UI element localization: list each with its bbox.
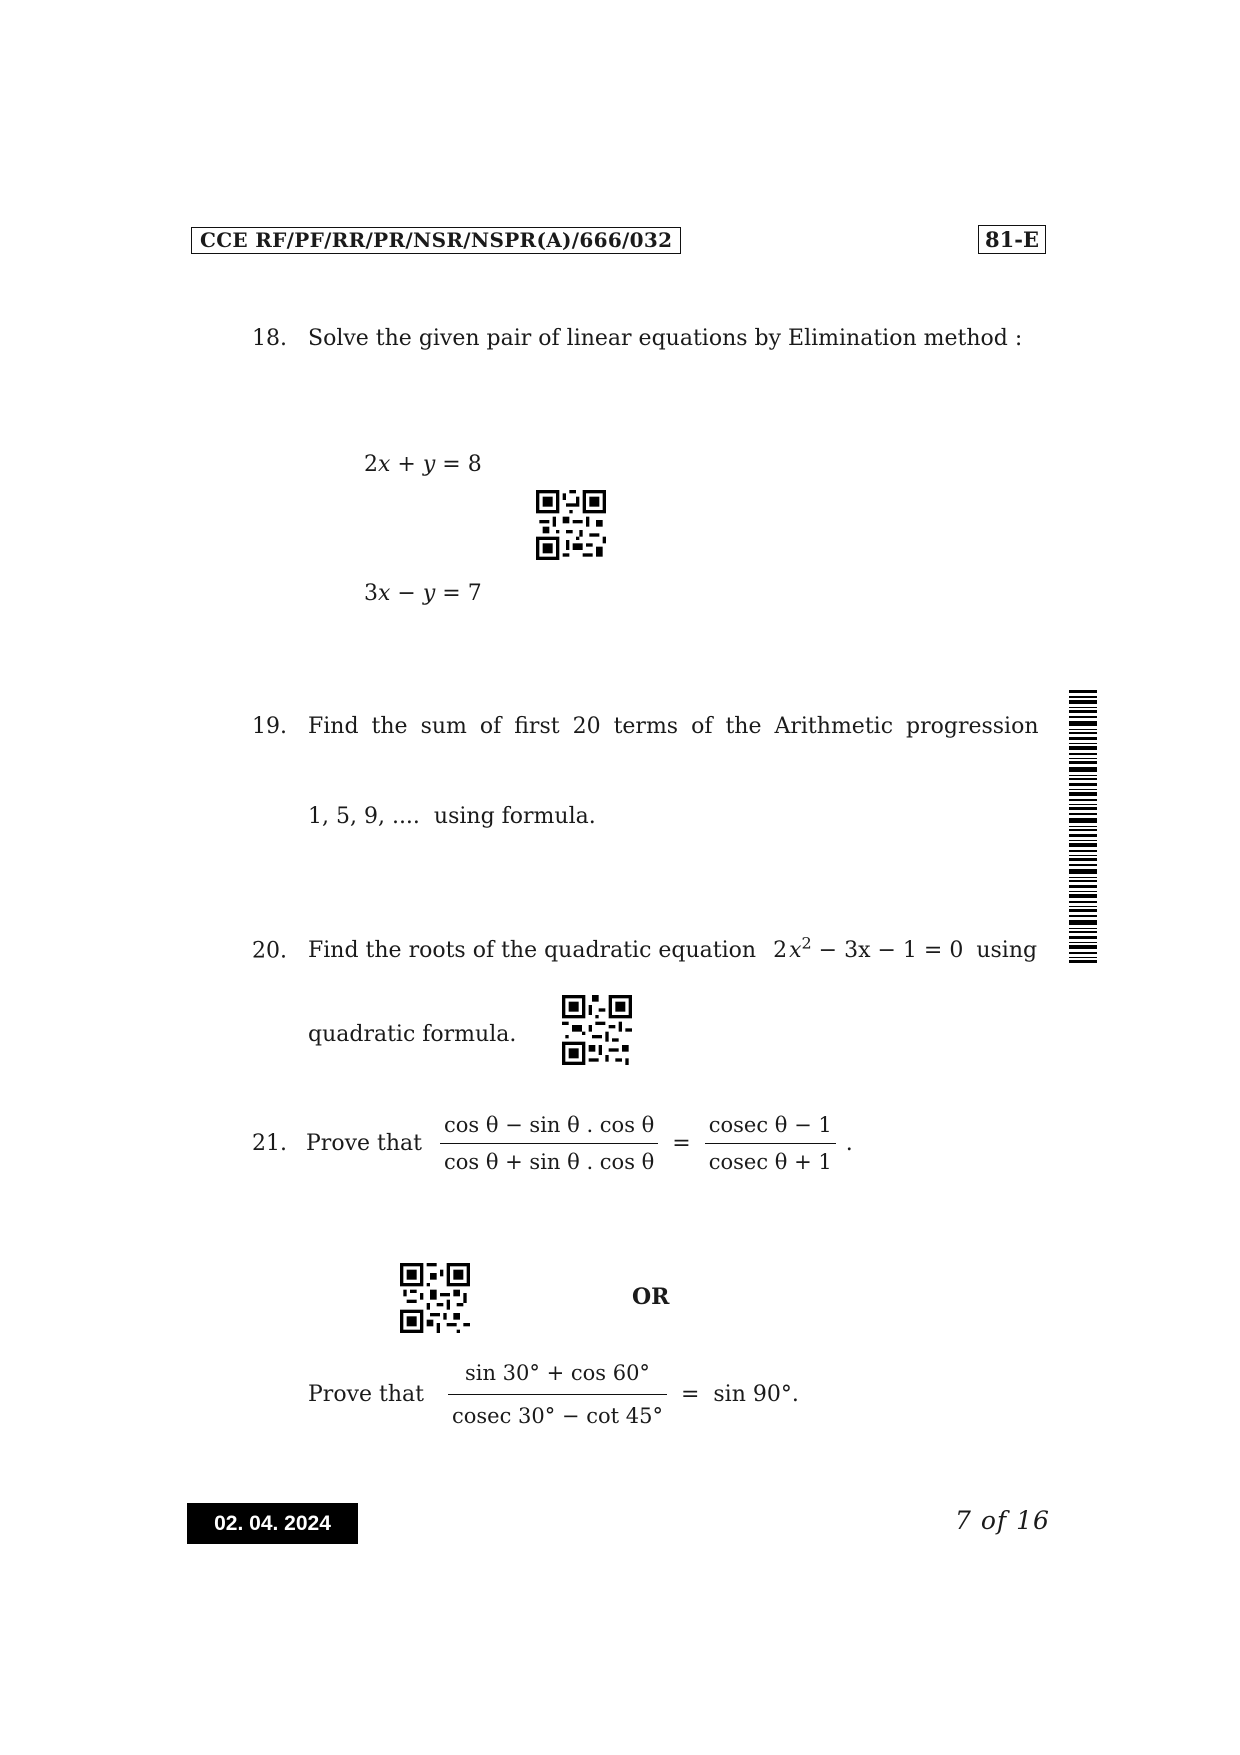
rhs-numerator: cosec θ − 1 xyxy=(708,1113,832,1137)
eq2-var-y: y xyxy=(422,581,436,606)
alt-numerator: sin 30° + cos 60° xyxy=(464,1361,650,1385)
lhs-denominator: cos θ + sin θ . cos θ xyxy=(440,1143,658,1177)
eq-var: x xyxy=(789,938,802,964)
alt-fraction xyxy=(448,1358,667,1431)
question-19 xyxy=(252,712,1052,742)
question-text: Solve the given pair of linear equations by Elimination method : xyxy=(308,326,1023,351)
period: . xyxy=(845,1130,853,1156)
equals-sign: = xyxy=(672,1130,691,1156)
eq1-op: + xyxy=(390,452,423,477)
eq2-coef: 3 xyxy=(364,581,378,606)
lhs-numerator: cos θ − sin θ . cos θ xyxy=(443,1113,655,1137)
eq2-rhs: 7 xyxy=(467,581,482,606)
question-text: Find the roots of the quadratic equation xyxy=(308,938,757,964)
question-19-line2: 1, 5, 9, .... using formula. xyxy=(308,804,596,829)
exam-date: 02. 04. 2024 xyxy=(187,1503,358,1544)
or-label: OR xyxy=(632,1284,670,1310)
eq1-coef: 2 xyxy=(364,452,378,477)
eq2-var-x: x xyxy=(378,581,391,606)
alt-denominator: cosec 30° − cot 45° xyxy=(448,1394,667,1431)
barcode-icon xyxy=(1069,690,1097,965)
eq2-op: − xyxy=(390,581,423,606)
eq1-var-y: y xyxy=(422,452,436,477)
eq1-rhs: 8 xyxy=(467,452,482,477)
quadratic-equation xyxy=(773,934,964,964)
set-code: 81-E xyxy=(978,225,1046,254)
qr-code-icon xyxy=(562,995,632,1065)
qr-code-icon xyxy=(536,490,606,560)
rhs-fraction xyxy=(705,1110,836,1177)
question-21-alternative xyxy=(308,1358,799,1431)
eq-exponent: 2 xyxy=(801,934,812,953)
alt-prove-that: Prove that xyxy=(308,1381,424,1407)
eq1-equals: = xyxy=(435,452,468,477)
eq-rest: − 3x − 1 = 0 xyxy=(811,938,964,964)
eq1-var-x: x xyxy=(378,452,391,477)
paper-code: CCE RF/PF/RR/PR/NSR/NSPR(A)/666/032 xyxy=(191,227,681,254)
alt-rhs: sin 90°. xyxy=(713,1381,799,1407)
question-number: 19. xyxy=(252,714,287,739)
question-20-line2: quadratic formula. xyxy=(308,1022,517,1047)
question-text-line1: Find the sum of first 20 terms of the Arithmetic progression xyxy=(308,714,1039,739)
eq2-equals: = xyxy=(435,581,468,606)
question-number: 18. xyxy=(252,326,287,351)
rhs-denominator: cosec θ + 1 xyxy=(705,1143,836,1177)
eq-coef: 2 xyxy=(773,938,788,964)
lhs-fraction xyxy=(440,1110,658,1177)
qr-code-icon xyxy=(400,1263,470,1333)
question-21 xyxy=(252,1110,853,1177)
question-20 xyxy=(252,929,1037,966)
question-text-after: using xyxy=(976,938,1038,964)
page-number: 7 of 16 xyxy=(955,1506,1050,1535)
equation-1 xyxy=(364,452,482,477)
question-number: 21. xyxy=(252,1130,287,1156)
alt-equals-sign: = xyxy=(680,1381,700,1407)
question-number: 20. xyxy=(252,938,287,964)
prove-that: Prove that xyxy=(306,1130,422,1156)
equation-2 xyxy=(364,581,482,606)
question-18 xyxy=(252,324,1022,354)
